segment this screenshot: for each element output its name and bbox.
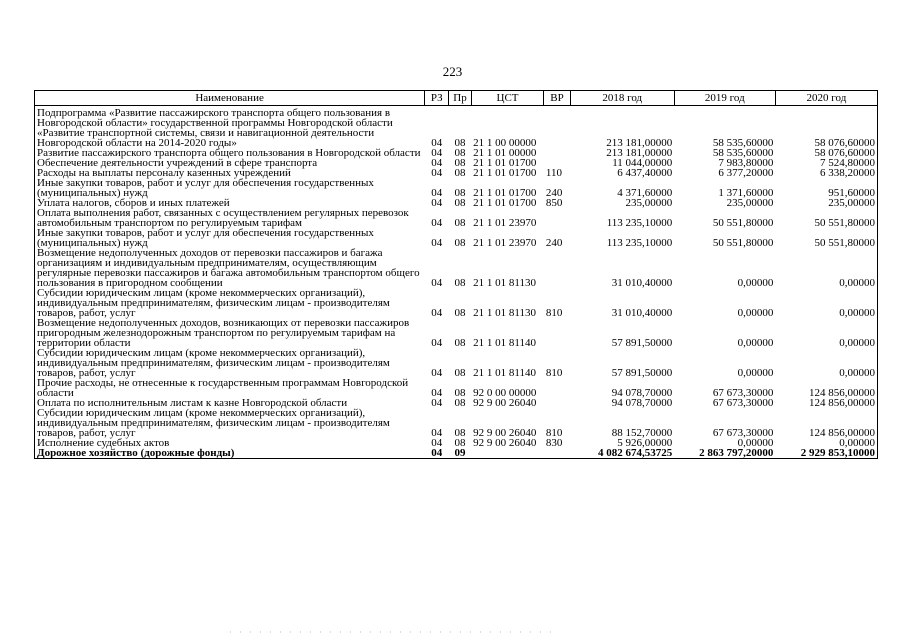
cell-y2020: 58 076,60000 bbox=[775, 106, 877, 149]
cell-y2019: 0,00000 bbox=[737, 277, 774, 289]
cell-vr: 240 bbox=[545, 187, 563, 199]
cell-y2020: 6 338,20000 bbox=[775, 168, 877, 178]
cell-cst: 21 1 01 01700 bbox=[473, 167, 537, 179]
cell-y2018: 94 078,70000 bbox=[611, 387, 673, 399]
table-row bbox=[35, 228, 878, 248]
cell-cst: 21 1 01 81130 bbox=[473, 307, 536, 319]
cell-cst: 92 9 00 26040 bbox=[473, 427, 537, 439]
cell-y2019: 67 673,30000 bbox=[712, 397, 774, 409]
cell-y2018: 113 235,10000 bbox=[606, 237, 673, 249]
cell-cst: 21 1 01 81140 bbox=[473, 337, 536, 349]
cell-name: Прочие расходы, не отнесенные к государственным программам Новгородской области bbox=[35, 378, 425, 398]
cell-vr bbox=[544, 148, 570, 158]
table-row bbox=[35, 448, 878, 459]
table-row bbox=[35, 408, 878, 438]
cell-y2020: 0,00000 bbox=[775, 248, 877, 288]
cell-y2018: 213 181,00000 bbox=[606, 147, 673, 159]
cell-y2018: 88 152,70000 bbox=[611, 427, 673, 439]
cell-vr: 850 bbox=[545, 197, 563, 209]
cell-pr: 08 bbox=[454, 217, 466, 229]
cell-y2019: 67 673,30000 bbox=[712, 427, 774, 439]
cell-vr: 810 bbox=[545, 367, 563, 379]
cell-y2019: 67 673,30000 bbox=[712, 387, 774, 399]
cell-rz: 04 bbox=[431, 277, 443, 289]
cell-rz: 04 bbox=[431, 197, 443, 209]
cell-cst: 21 1 01 81130 bbox=[473, 277, 536, 289]
cell-rz: 04 bbox=[425, 448, 449, 459]
cell-vr bbox=[544, 248, 570, 288]
cell-y2020: 0,00000 bbox=[775, 288, 877, 318]
cell-vr: 810 bbox=[545, 427, 563, 439]
cell-y2018: 57 891,50000 bbox=[611, 337, 673, 349]
cell-rz: 04 bbox=[431, 307, 443, 319]
cell-rz: 04 bbox=[431, 147, 443, 159]
header-2018: 2018 год bbox=[570, 91, 674, 106]
cell-rz: 04 bbox=[431, 337, 443, 349]
cell-cst: 92 9 00 26040 bbox=[473, 437, 537, 449]
cell-vr: 810 bbox=[545, 307, 563, 319]
cell-y2020: 0,00000 bbox=[775, 348, 877, 378]
cell-y2019: 50 551,80000 bbox=[712, 237, 774, 249]
cell-cst: 92 0 00 00000 bbox=[473, 387, 537, 399]
cell-y2019: 235,00000 bbox=[726, 197, 774, 209]
cell-y2018: 31 010,40000 bbox=[611, 307, 673, 319]
cell-pr: 08 bbox=[454, 137, 466, 149]
table-row bbox=[35, 348, 878, 378]
cell-y2018: 4 371,60000 bbox=[617, 187, 673, 199]
cell-name: Субсидии юридическим лицам (кроме некоммерческих организаций), индивидуальным предпринимателям, физическим лицам - производителям товаров, работ, услуг bbox=[35, 288, 425, 318]
cell-pr: 09 bbox=[449, 448, 471, 459]
cell-y2020: 50 551,80000 bbox=[775, 228, 877, 248]
cell-pr: 08 bbox=[454, 397, 466, 409]
cell-vr bbox=[544, 398, 570, 408]
cell-y2020: 50 551,80000 bbox=[775, 208, 877, 228]
cell-y2018: 11 044,00000 bbox=[612, 157, 673, 169]
cell-name: Подпрограмма «Развитие пассажирского транспорта общего пользования в Новгородской области» государственной программы Новгородской области «Развитие транспортной системы, связи и навигационной деятельности Новгородской области на 2014-2020 годы» bbox=[35, 106, 425, 149]
cell-vr bbox=[544, 448, 570, 459]
cell-pr: 08 bbox=[454, 187, 466, 199]
cell-y2018: 5 926,00000 bbox=[617, 437, 673, 449]
cell-rz: 04 bbox=[431, 437, 443, 449]
table-row bbox=[35, 288, 878, 318]
cell-cst: 21 1 01 23970 bbox=[473, 217, 537, 229]
cell-y2020: 951,60000 bbox=[775, 178, 877, 198]
cell-y2020: 124 856,00000 bbox=[775, 378, 877, 398]
table-header-row bbox=[35, 91, 878, 106]
cell-pr: 08 bbox=[454, 197, 466, 209]
cell-rz: 04 bbox=[431, 217, 443, 229]
cell-name: Исполнение судебных актов bbox=[35, 438, 425, 448]
cell-rz: 04 bbox=[431, 187, 443, 199]
cell-pr: 08 bbox=[454, 147, 466, 159]
cell-cst: 92 9 00 26040 bbox=[473, 397, 537, 409]
budget-table bbox=[34, 90, 878, 459]
cell-name: Субсидии юридическим лицам (кроме некоммерческих организаций), индивидуальным предпринимателям, физическим лицам - производителям товаров, работ, услуг bbox=[35, 348, 425, 378]
header-name: Наименование bbox=[35, 91, 425, 106]
cell-y2019: 0,00000 bbox=[737, 367, 774, 379]
header-2020: 2020 год bbox=[775, 91, 877, 106]
header-pr: Пр bbox=[449, 91, 471, 106]
header-rz: РЗ bbox=[425, 91, 449, 106]
cell-rz: 04 bbox=[431, 167, 443, 179]
cell-y2019: 7 983,80000 bbox=[718, 157, 774, 169]
cell-y2019: 0,00000 bbox=[737, 337, 774, 349]
cell-y2018: 94 078,70000 bbox=[611, 397, 673, 409]
cell-rz: 04 bbox=[431, 387, 443, 399]
cell-y2020: 58 076,60000 bbox=[775, 148, 877, 158]
cell-y2019: 0,00000 bbox=[737, 437, 774, 449]
header-2019: 2019 год bbox=[674, 91, 775, 106]
cell-vr: 110 bbox=[545, 167, 562, 179]
cell-y2019: 50 551,80000 bbox=[712, 217, 774, 229]
cell-cst: 21 1 01 01700 bbox=[473, 197, 537, 209]
cell-vr bbox=[544, 378, 570, 398]
cell-pr: 08 bbox=[454, 387, 466, 399]
cell-y2019: 58 535,60000 bbox=[712, 147, 774, 159]
cell-y2018: 31 010,40000 bbox=[611, 277, 673, 289]
cell-y2019: 6 377,20000 bbox=[718, 167, 774, 179]
cell-cst: 21 1 01 23970 bbox=[473, 237, 537, 249]
page-number: 223 bbox=[442, 64, 463, 79]
cell-name: Возмещение недополученных доходов, возникающих от перевозки пассажиров пригородным железнодорожным транспортом по регулируемым тарифам на территории области bbox=[35, 318, 425, 348]
cell-rz: 04 bbox=[431, 427, 443, 439]
cell-vr: 830 bbox=[545, 437, 563, 449]
cell-y2019: 0,00000 bbox=[737, 307, 774, 319]
cell-y2019: 2 863 797,20000 bbox=[674, 448, 775, 459]
cell-y2020: 7 524,80000 bbox=[775, 158, 877, 168]
header-vr: ВР bbox=[544, 91, 570, 106]
cell-y2018: 57 891,50000 bbox=[611, 367, 673, 379]
table-row bbox=[35, 178, 878, 198]
cell-pr: 08 bbox=[454, 157, 466, 169]
cell-y2020: 0,00000 bbox=[775, 438, 877, 448]
header-cst: ЦСТ bbox=[471, 91, 544, 106]
cell-rz: 04 bbox=[431, 367, 443, 379]
cell-pr: 08 bbox=[454, 277, 466, 289]
cell-name: Возмещение недополученных доходов от перевозки пассажиров и багажа организациям и индивидуальным предпринимателям, осуществляющим регулярные перевозки пассажиров и багажа автомобильным транспортом общего пользования в пригородном сообщении bbox=[35, 248, 425, 288]
cell-cst: 21 1 01 01700 bbox=[473, 157, 537, 169]
cell-y2019: 1 371,60000 bbox=[718, 187, 774, 199]
cell-cst: 21 1 00 00000 bbox=[473, 137, 537, 149]
cell-name: Иные закупки товаров, работ и услуг для обеспечения государственных (муниципальных) нужд bbox=[35, 228, 425, 248]
cell-pr: 08 bbox=[454, 337, 466, 349]
cell-y2020: 0,00000 bbox=[775, 318, 877, 348]
cell-name: Дорожное хозяйство (дорожные фонды) bbox=[35, 448, 425, 459]
cell-name: Оплата по исполнительным листам к казне Новгородской области bbox=[35, 398, 425, 408]
cell-y2018: 213 181,00000 bbox=[606, 137, 673, 149]
cell-name: Оплата выполнения работ, связанных с осуществлением регулярных перевозок автомобильным транспортом по регулируемым тарифам bbox=[35, 208, 425, 228]
cell-vr bbox=[544, 106, 570, 149]
cell-rz: 04 bbox=[431, 137, 443, 149]
cell-rz: 04 bbox=[431, 157, 443, 169]
table-row bbox=[35, 318, 878, 348]
cell-pr: 08 bbox=[454, 237, 466, 249]
cell-vr bbox=[544, 318, 570, 348]
cell-y2020: 2 929 853,10000 bbox=[775, 448, 877, 459]
cell-name: Развитие пассажирского транспорта общего пользования в Новгородской области bbox=[35, 148, 425, 158]
cell-y2018: 4 082 674,53725 bbox=[570, 448, 674, 459]
cell-name: Обеспечение деятельности учреждений в сфере транспорта bbox=[35, 158, 425, 168]
scan-noise bbox=[0, 630, 905, 634]
cell-vr bbox=[544, 208, 570, 228]
cell-cst: 21 1 01 00000 bbox=[473, 147, 537, 159]
cell-pr: 08 bbox=[454, 437, 466, 449]
table-row bbox=[35, 208, 878, 228]
cell-name: Субсидии юридическим лицам (кроме некоммерческих организаций), индивидуальным предпринимателям, физическим лицам - производителям товаров, работ, услуг bbox=[35, 408, 425, 438]
cell-cst: 21 1 01 01700 bbox=[473, 187, 537, 199]
cell-name: Расходы на выплаты персоналу казенных учреждений bbox=[35, 168, 425, 178]
cell-pr: 08 bbox=[454, 427, 466, 439]
cell-y2019: 58 535,60000 bbox=[712, 137, 774, 149]
cell-y2020: 235,00000 bbox=[775, 198, 877, 208]
cell-y2020: 124 856,00000 bbox=[775, 398, 877, 408]
cell-cst bbox=[471, 448, 544, 459]
cell-y2018: 6 437,40000 bbox=[617, 167, 673, 179]
cell-y2018: 235,00000 bbox=[625, 197, 673, 209]
cell-pr: 08 bbox=[454, 307, 466, 319]
cell-cst: 21 1 01 81140 bbox=[473, 367, 536, 379]
table-row bbox=[35, 378, 878, 398]
cell-y2018: 113 235,10000 bbox=[606, 217, 673, 229]
cell-vr: 240 bbox=[545, 237, 563, 249]
cell-rz: 04 bbox=[431, 237, 443, 249]
cell-pr: 08 bbox=[454, 367, 466, 379]
cell-y2020: 124 856,00000 bbox=[775, 408, 877, 438]
table-row bbox=[35, 106, 878, 149]
cell-pr: 08 bbox=[454, 167, 466, 179]
table-row bbox=[35, 248, 878, 288]
cell-name: Иные закупки товаров, работ и услуг для обеспечения государственных (муниципальных) нужд bbox=[35, 178, 425, 198]
cell-rz: 04 bbox=[431, 397, 443, 409]
cell-name: Уплата налогов, сборов и иных платежей bbox=[35, 198, 425, 208]
